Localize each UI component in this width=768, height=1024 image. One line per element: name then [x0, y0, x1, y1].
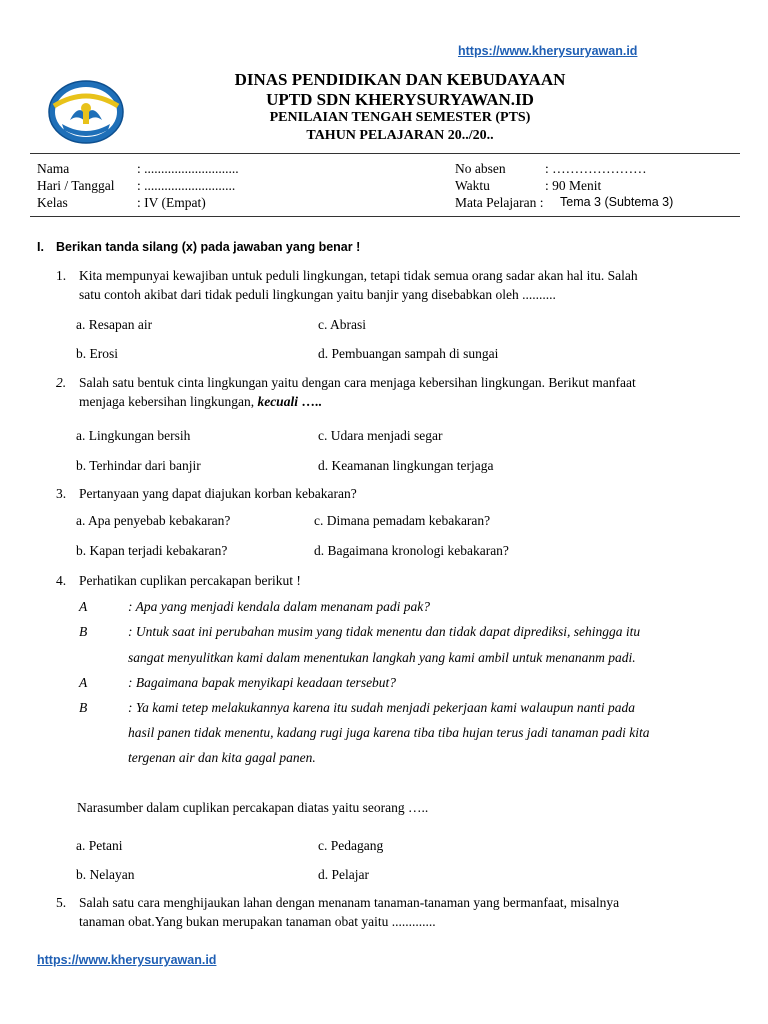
q2-text-line2: [79, 394, 322, 410]
q4-dialog-text-3: : Bagaimana bapak menyikapi keadaan tersebut?: [128, 675, 397, 690]
q4-option-b[interactable]: b. Nelayan: [76, 867, 135, 882]
q4-option-a[interactable]: a. Petani: [76, 838, 123, 853]
q4-dialog-text-4b: hasil panen tidak menentu, kadang rugi juga karena tiba tiba hujan terus jadi tanaman padi kita: [128, 725, 650, 740]
info-hari-value: : ...........................: [137, 178, 236, 193]
q5-text-line1: Salah satu cara menghijaukan lahan dengan menanam tanaman-tanaman yang bermanfaat, misalnya: [79, 895, 620, 910]
q2-option-d[interactable]: d. Keamanan lingkungan terjaga: [318, 458, 494, 473]
header-title-year: TAHUN PELAJARAN 20../20..: [306, 128, 494, 143]
q3-number: 3.: [56, 486, 67, 501]
q4-option-d[interactable]: d. Pelajar: [318, 867, 369, 882]
tut-wuri-handayani-logo: [48, 80, 124, 144]
q4-text-line1: Perhatikan cuplikan percakapan berikut !: [79, 573, 301, 588]
q1-option-b[interactable]: b. Erosi: [76, 346, 118, 361]
q2-option-b[interactable]: b. Terhindar dari banjir: [76, 458, 201, 473]
q1-option-a[interactable]: a. Resapan air: [76, 317, 153, 332]
footer-website-link[interactable]: https://www.kherysuryawan.id: [37, 953, 217, 967]
q3-text-line1: Pertanyaan yang dapat diajukan korban kebakaran?: [79, 486, 357, 501]
q4-question: Narasumber dalam cuplikan percakapan diatas yaitu seorang …..: [77, 800, 429, 815]
header-website-link[interactable]: https://www.kherysuryawan.id: [458, 44, 638, 58]
q4-dialog-text-1: : Apa yang menjadi kendala dalam menanam padi pak?: [128, 599, 430, 614]
q4-dialog-text-4a: : Ya kami tetep melakukannya karena itu sudah menjadi pekerjaan kami walaupun nanti pada: [128, 700, 636, 715]
info-waktu-value: : 90 Menit: [545, 178, 602, 193]
q2-text-line2-post: …..: [297, 394, 322, 409]
q1-number: 1.: [56, 268, 67, 283]
q1-option-c[interactable]: c. Abrasi: [318, 317, 366, 332]
q1-text-line2: satu contoh akibat dari tidak peduli lingkungan yaitu banjir yang disebabkan oleh ..........: [79, 287, 556, 302]
header-title-dinas: DINAS PENDIDIKAN DAN KEBUDAYAAN: [234, 70, 566, 89]
q3-option-b[interactable]: b. Kapan terjadi kebakaran?: [76, 543, 228, 558]
q5-number: 5.: [56, 895, 67, 910]
q2-text-line1: Salah satu bentuk cinta lingkungan yaitu dengan cara menjaga kebersihan lingkungan. Berikut manfaat: [79, 375, 636, 390]
header-title-exam: PENILAIAN TENGAH SEMESTER (PTS): [269, 110, 531, 125]
q4-dialog-text-2a: : Untuk saat ini perubahan musim yang tidak menentu dan tidak dapat diprediksi, sehingga itu: [128, 624, 641, 639]
q5-text-line2: tanaman obat.Yang bukan merupakan tanaman obat yaitu .............: [79, 914, 436, 929]
q1-text-line1: Kita mempunyai kewajiban untuk peduli lingkungan, tetapi tidak semua orang sadar akan hal itu. Salah: [79, 268, 638, 283]
info-absen-label: No absen: [455, 161, 506, 176]
q4-number: 4.: [56, 573, 67, 588]
q3-option-c[interactable]: c. Dimana pemadam kebakaran?: [314, 513, 491, 528]
q4-dialog-speaker-1: A: [79, 599, 88, 614]
info-nama-value: : ............................: [137, 161, 239, 176]
info-kelas-label: Kelas: [37, 195, 68, 210]
info-mapel-label: Mata Pelajaran :: [455, 195, 544, 210]
header-divider-top: [30, 153, 740, 154]
q2-number: 2.: [56, 375, 67, 390]
q2-text-line2-pre: menjaga kebersihan lingkungan,: [79, 394, 258, 409]
header-divider-bottom: [30, 216, 740, 217]
info-waktu-label: Waktu: [455, 178, 490, 193]
q2-option-a[interactable]: a. Lingkungan bersih: [76, 428, 191, 443]
q4-dialog-text-4c: tergenan air dan kita gagal panen.: [128, 750, 316, 765]
q4-dialog-text-2b: sangat menyulitkan kami dalam menentukan langkah yang kami ambil untuk menananm padi.: [128, 650, 636, 665]
header-title-school: UPTD SDN KHERYSURYAWAN.ID: [266, 90, 534, 109]
q4-dialog-speaker-2: B: [79, 624, 88, 639]
info-mapel-value: Tema 3 (Subtema 3): [560, 195, 674, 209]
section-number: I.: [37, 240, 44, 254]
info-nama-label: Nama: [37, 161, 70, 176]
info-hari-label: Hari / Tanggal: [37, 178, 115, 193]
q3-option-a[interactable]: a. Apa penyebab kebakaran?: [76, 513, 231, 528]
info-kelas-value: : IV (Empat): [137, 195, 206, 210]
q3-option-d[interactable]: d. Bagaimana kronologi kebakaran?: [314, 543, 509, 558]
q4-dialog-speaker-4: B: [79, 700, 88, 715]
section-instruction: Berikan tanda silang (x) pada jawaban yang benar !: [56, 240, 361, 254]
q4-dialog-speaker-3: A: [79, 675, 88, 690]
q2-text-emphasis: kecuali: [257, 394, 298, 409]
q2-option-c[interactable]: c. Udara menjadi segar: [318, 428, 443, 443]
q4-option-c[interactable]: c. Pedagang: [318, 838, 384, 853]
info-absen-value: : …………………: [545, 161, 647, 176]
q1-option-d[interactable]: d. Pembuangan sampah di sungai: [318, 346, 499, 361]
